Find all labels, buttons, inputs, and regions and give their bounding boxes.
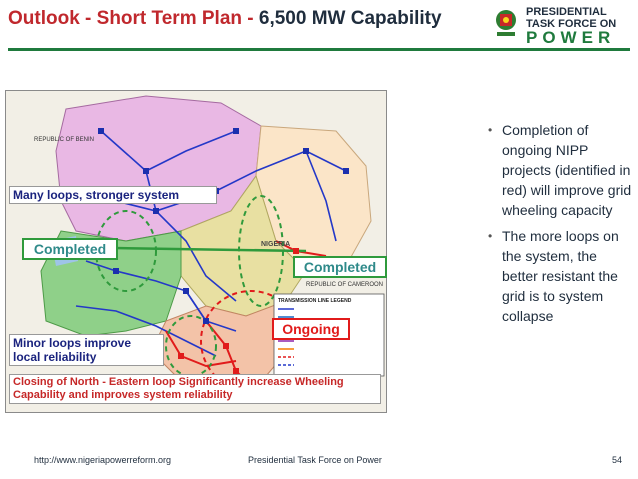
slide-title (8, 8, 442, 30)
logo-line1: PRESIDENTIAL (526, 6, 607, 18)
label-ongoing: Ongoing (272, 318, 350, 340)
label-completed-left: Completed (22, 238, 118, 260)
label-benin: REPUBLIC OF BENIN (34, 137, 95, 143)
footer-url[interactable]: http://www.nigeriapowerreform.org (34, 455, 172, 465)
logo-line3: POWER (526, 28, 616, 46)
label-many-loops: Many loops, stronger system (9, 186, 217, 204)
logo-line2: TASK FORCE ON (526, 18, 617, 30)
legend-title: TRANSMISSION LINE LEGEND (278, 298, 352, 304)
title-capability: 6,500 MW Capability (258, 8, 442, 29)
footer-center: Presidential Task Force on Power (248, 455, 382, 465)
presidential-task-force-logo (492, 2, 632, 46)
footer-page-number: 54 (612, 455, 623, 465)
title-prefix: Outlook - Short Term Plan - (8, 8, 259, 29)
bullet-list (488, 120, 636, 332)
bullet-item-nipp: • Completion of ongoing NIPP projects (identified in red) will improve grid wheeling capacity (488, 120, 636, 220)
label-minor-loops: Minor loops improve local reliability (9, 334, 164, 366)
label-nigeria: NIGERIA (261, 241, 291, 248)
bullet-item-loops: • The more loops on the system, the better resistant the grid is to system collapse (488, 226, 636, 326)
coat-of-arms-icon (496, 10, 516, 36)
label-cameroon: REPUBLIC OF CAMEROON (306, 282, 384, 288)
label-completed-right: Completed (293, 256, 387, 278)
label-closing-north: Closing of North - Eastern loop Significantly increase Wheeling Capability and improves system reliability (9, 374, 381, 404)
title-divider (8, 48, 630, 51)
